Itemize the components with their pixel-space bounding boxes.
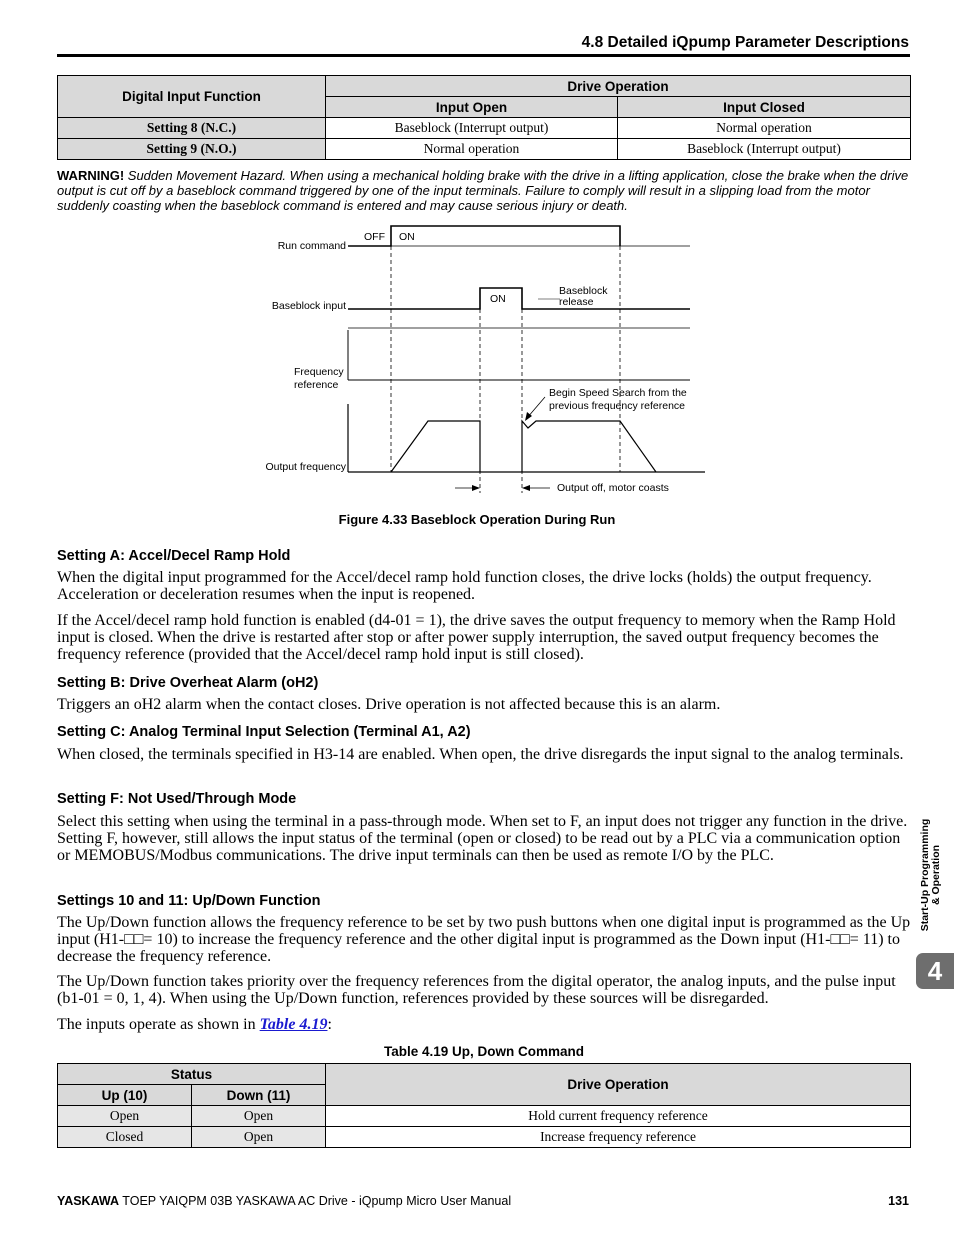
operation-cell: Hold current frequency reference [326,1106,911,1127]
table-row [58,1106,911,1127]
section-heading: Setting A: Accel/Decel Ramp Hold [57,548,291,564]
updown-table [57,1063,911,1148]
drive-operation-header: Drive Operation [326,1064,911,1106]
paragraph: The Up/Down function allows the frequency reference to be set by two push buttons when one digital input is programmed as the Up input (H1-□□= 10) to increase the frequency reference and the other digital input is programmed as the Down input (H1-□□= 11) to decrease the frequency reference. [57,914,911,965]
section-heading: Setting C: Analog Terminal Input Selection (Terminal A1, A2) [57,724,471,740]
setting-cell: Setting 9 (N.O.) [58,139,326,160]
frequency-reference-label-2: reference [294,379,339,391]
operation-cell: Increase frequency reference [326,1127,911,1148]
baseblock-release-label-1: Baseblock [559,285,608,297]
setting-cell: Setting 8 (N.C.) [58,118,326,139]
inputs-line-prefix: The inputs operate as shown in [57,1016,260,1033]
section-heading: Setting B: Drive Overheat Alarm (oH2) [57,675,319,691]
inputs-line [57,1016,913,1033]
paragraph: Select this setting when using the terminal in a pass-through mode. When set to F, an input does not trigger any function in the drive. Setting F, however, still allows the input status of the terminal (open or closed) to be read out by a PLC via a communication option or MEMOBUS/Modbus communications. The drive input terminals can then be used as remote I/O by the PLC. [57,813,908,864]
paragraph: When the digital input programmed for the Accel/decel ramp hold function closes, the drive locks (holds) the output frequency. Acceleration or deceleration resumes when the input is reopened. [57,569,872,603]
footer [57,1194,511,1208]
footer-brand: YASKAWA [57,1194,120,1208]
table-caption: Table 4.19 Up, Down Command [383,1044,585,1059]
run-command-waveform [348,226,620,246]
drive-operation-header: Drive Operation [326,76,911,97]
table-row [58,1127,911,1148]
input-open-cell: Normal operation [326,139,618,160]
input-closed-cell: Normal operation [618,118,911,139]
speed-search-label-1: Begin Speed Search from the [549,387,687,399]
side-tab-label [918,800,944,950]
warning-label: WARNING! [57,168,125,183]
down-cell: Open [192,1127,326,1148]
side-tab-line-2: & Operation [930,844,942,906]
input-closed-cell: Baseblock (Interrupt output) [618,139,911,160]
baseblock-release-label-2: release [559,296,594,308]
warning-body: Sudden Movement Hazard. When using a mechanical holding brake with the drive in a lifting application, close the brake when the drive output is cut off by a baseblock command triggered by one of the input terminals. Failure to comply will result in a slipping load from the motor suddenly coasting when the baseblock command is entered and may cause serious injury or death. [57,168,909,213]
up-cell: Closed [58,1127,192,1148]
arrow-head-icon [522,485,530,491]
run-command-label: Run command [277,240,346,252]
section-title: 4.8 Detailed iQpump Parameter Descriptions [581,34,909,51]
baseblock-input-waveform [348,288,690,309]
paragraph: When closed, the terminals specified in H3-14 are enabled. When open, the drive disregards the input signal to the analog terminals. [57,746,904,763]
table-4-19-link[interactable]: Table 4.19 [259,1016,328,1033]
page-number: 131 [888,1194,909,1208]
baseblock-input-label: Baseblock input [271,300,346,312]
paragraph: Triggers an oH2 alarm when the contact closes. Drive operation is not affected because this is an alarm. [57,696,721,713]
down-cell: Open [192,1106,326,1127]
on-run-label: ON [399,231,415,243]
up-cell: Open [58,1106,192,1127]
figure-caption: Figure 4.33 Baseblock Operation During Run [338,512,616,527]
on-baseblock-label: ON [490,293,506,305]
digital-input-function-header: Digital Input Function [58,76,326,118]
input-open-header: Input Open [326,97,618,118]
side-tab-line-1: Start-Up Programming [919,818,931,932]
down-header: Down (11) [192,1085,326,1106]
section-heading: Setting F: Not Used/Through Mode [57,791,297,807]
baseblock-timing-diagram [0,0,954,510]
footer-text: TOEP YAIQPM 03B YASKAWA AC Drive - iQpump Micro User Manual [119,1194,512,1208]
up-header: Up (10) [58,1085,192,1106]
arrow-head-icon [472,485,480,491]
off-label: OFF [364,231,385,243]
frequency-reference-waveform [348,330,690,380]
output-off-label: Output off, motor coasts [557,482,669,494]
output-frequency-waveform [348,404,705,472]
input-closed-header: Input Closed [618,97,911,118]
status-header: Status [58,1064,326,1085]
paragraph: The Up/Down function takes priority over the frequency references from the digital operator, the analog inputs, and the pulse input (b1-01 = 0, 1, 4). When using the Up/Down function, references provided by these sources will be disregarded. [57,973,896,1007]
paragraph: If the Accel/decel ramp hold function is enabled (d4-01 = 1), the drive saves the output frequency to memory when the Ramp Hold input is closed. When the drive is restarted after stop or after power supply interruption, the saved output frequency becomes the frequency reference (provided that the Accel/decel ramp hold input is still closed). [57,612,896,663]
speed-search-label-2: previous frequency reference [549,400,685,412]
inputs-line-suffix: : [327,1016,332,1033]
input-open-cell: Baseblock (Interrupt output) [326,118,618,139]
section-heading: Settings 10 and 11: Up/Down Function [57,893,321,909]
frequency-reference-label-1: Frequency [294,366,344,378]
timing-guides [391,246,620,493]
chapter-tab[interactable]: 4 [916,953,954,989]
output-frequency-label: Output frequency [265,461,346,473]
